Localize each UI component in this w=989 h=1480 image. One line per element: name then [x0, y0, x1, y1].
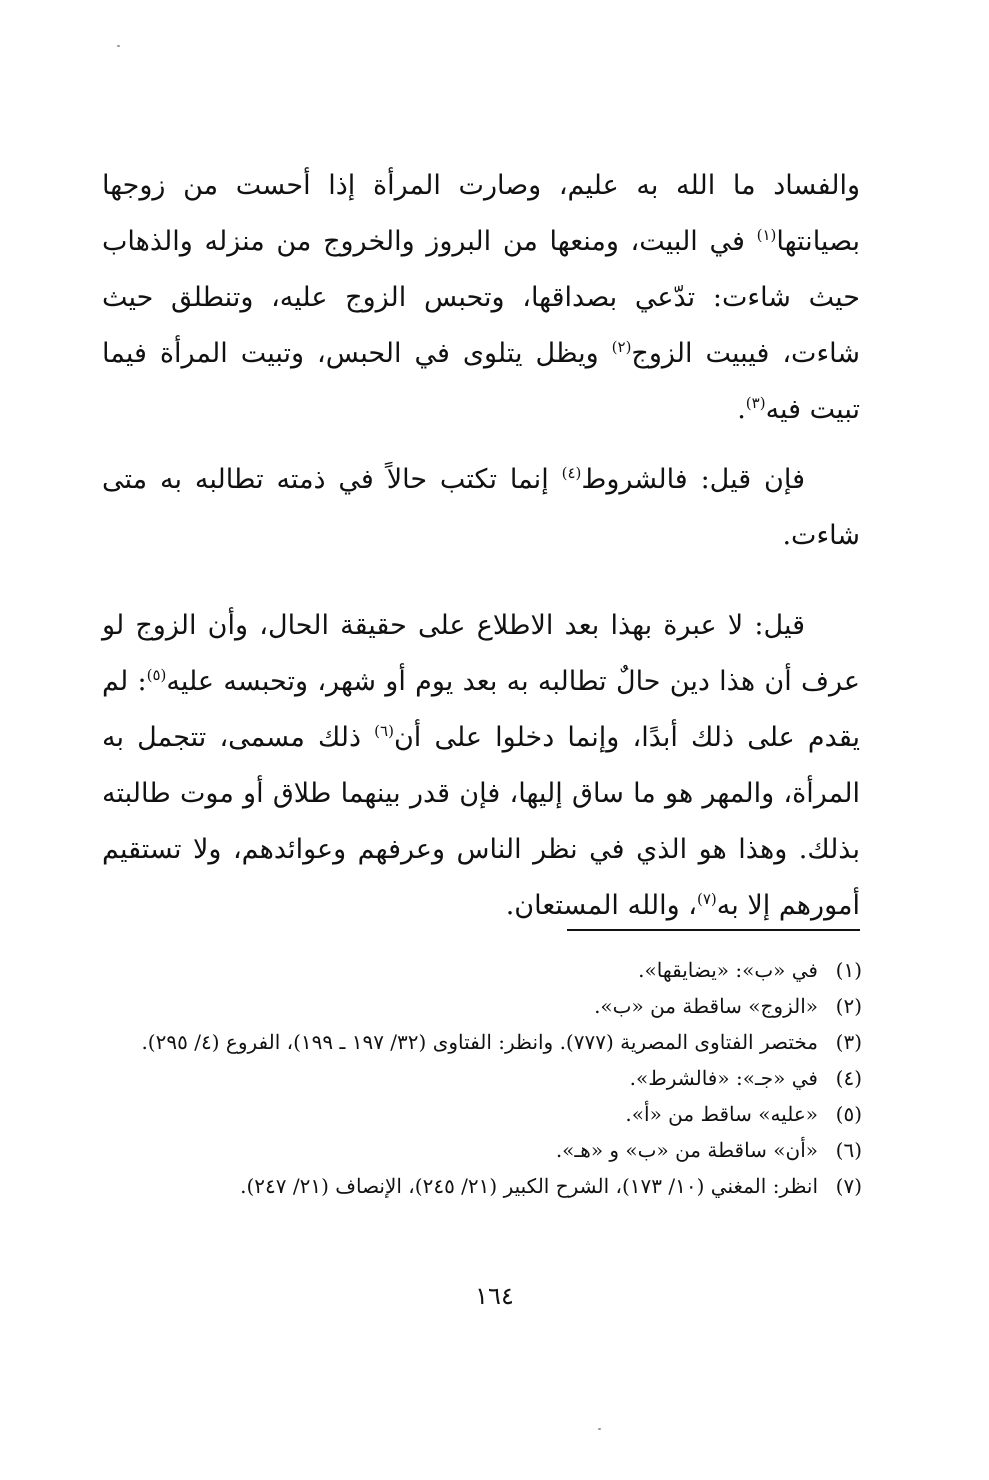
text-run: في البيت، ومنعها من البروز والخروج من منزله والذهاب حيث شاءت: تدّعي بصداقها، وتحبس الزوج عليه، وتنطلق حيث شاءت، فيبيت الزوج — [102, 226, 860, 369]
footnote-ref: (٥) — [146, 666, 167, 684]
footnote-text: «عليه» ساقط من «أ». — [625, 1102, 818, 1126]
footnote-ref: (٦) — [374, 722, 394, 740]
paragraph-3 — [102, 598, 860, 934]
footnote-text: مختصر الفتاوى المصرية (٧٧٧). وانظر: الفتاوى (٣٢/ ١٩٧ ـ ١٩٩)، الفروع (٤/ ٢٩٥). — [141, 1030, 818, 1054]
footnote-ref: (٧) — [697, 890, 717, 908]
text-run: إنما تكتب حالاً في ذمته تطالبه به متى شاءت. — [102, 464, 860, 551]
footnotes — [100, 952, 862, 1204]
text-run: . — [737, 394, 746, 425]
footnote-number: (٦) — [835, 1138, 862, 1162]
footnote-divider — [567, 929, 860, 931]
footnote-number: (٧) — [835, 1174, 862, 1198]
paragraph-2 — [102, 452, 860, 564]
footnote-item — [100, 952, 862, 988]
footnote-text: «أن» ساقطة من «ب» و «هـ». — [555, 1138, 818, 1162]
text-run: ، والله المستعان. — [505, 890, 697, 921]
footnote-item — [100, 1024, 862, 1060]
footnote-number: (٤) — [835, 1066, 862, 1090]
text-run: ويظل يتلوى في الحبس، وتبيت المرأة فيما تبيت فيه — [102, 338, 860, 425]
scan-speck — [117, 45, 120, 47]
footnote-ref: (٣) — [745, 394, 766, 412]
footnote-text: انظر: المغني (١٠/ ١٧٣)، الشرح الكبير (٢١/ ٢٤٥)، الإنصاف (٢١/ ٢٤٧). — [240, 1174, 818, 1198]
footnote-item — [100, 988, 862, 1024]
footnote-item — [100, 1060, 862, 1096]
footnote-ref: (١) — [756, 226, 777, 244]
text-run: قيل: لا عبرة بهذا بعد الاطلاع على حقيقة الحال، وأن الزوج لو عرف أن هذا دين حالٌ تطالبه به بعد يوم أو شهر، وتحبسه عليه — [102, 610, 861, 697]
footnote-item — [100, 1096, 862, 1132]
footnote-number: (١) — [835, 958, 862, 982]
text-run: : لم يقدم على ذلك أبدًا، وإنما دخلوا على أن — [102, 666, 860, 753]
text-run: فإن قيل: فالشروط — [581, 464, 806, 495]
footnote-number: (٢) — [835, 994, 862, 1018]
footnote-number: (٥) — [835, 1102, 862, 1126]
page-number: ١٦٤ — [475, 1282, 514, 1310]
text-run: ذلك مسمى، تتجمل به المرأة، والمهر هو ما ساق إليها، فإن قدر بينهما طلاق أو موت طالبته بذلك. وهذا هو الذي في نظر الناس وعرفهم وعوائدهم، ولا تستقيم أمورهم إلا به — [102, 722, 860, 921]
footnote-item — [100, 1168, 862, 1204]
footnote-text: «الزوج» ساقطة من «ب». — [594, 994, 818, 1018]
footnote-ref: (٤) — [561, 464, 582, 482]
footnote-item — [100, 1132, 862, 1168]
scan-speck — [598, 1428, 601, 1430]
footnote-number: (٣) — [835, 1030, 862, 1054]
footnote-text: في «جـ»: «فالشرط». — [629, 1066, 818, 1090]
paragraph-1 — [102, 158, 860, 438]
text-run: والفساد ما الله به عليم، وصارت المرأة إذا أحست من زوجها بصيانتها — [102, 170, 860, 257]
footnote-ref: (٢) — [611, 338, 632, 356]
footnote-text: في «ب»: «يضايقها». — [638, 958, 818, 982]
